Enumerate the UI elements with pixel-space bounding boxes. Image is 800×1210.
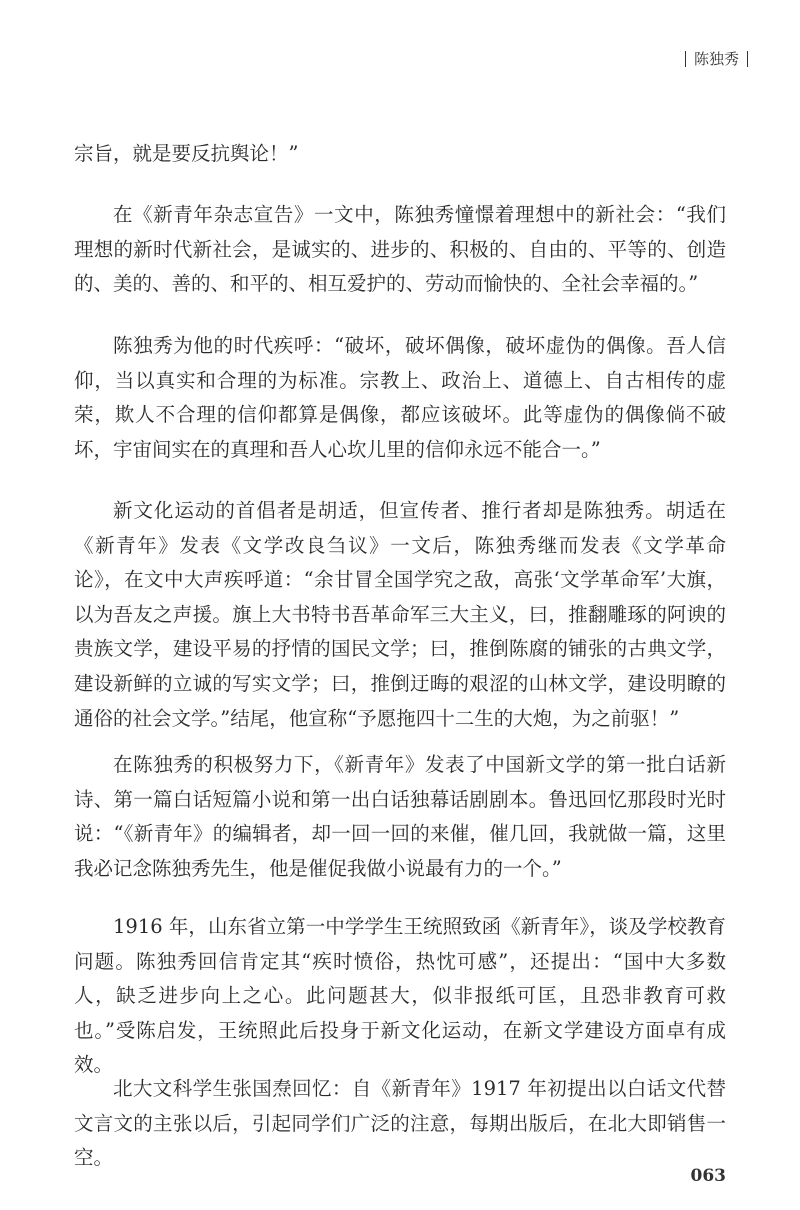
continuation-text: 宗旨，就是要反抗舆论！”	[74, 142, 299, 165]
running-head-right-rule	[747, 51, 748, 67]
running-head-left-rule	[685, 51, 686, 67]
page-number: 063	[690, 1166, 726, 1186]
paragraph-4: 在陈独秀的积极努力下，《新青年》发表了中国新文学的第一批白话新诗、第一篇白话短篇小说和第一出白话独幕话剧剧本。鲁迅回忆那段时光时说：“《新青年》的编辑者，却一回一回的来催，催几回，我就做一篇，这里我必记念陈独秀先生，他是催促我做小说最有力的一个。”	[74, 753, 726, 880]
paragraph-3: 新文化运动的首倡者是胡适，但宣传者、推行者却是陈独秀。胡适在《新青年》发表《文学改良刍议》一文后，陈独秀继而发表《文学革命论》，在文中大声疾呼道：“余甘冒全国学究之敌，高张‘文学革命军’大旗，以为吾友之声援。旗上大书特书吾革命军三大主义，曰，推翻雕琢的阿谀的贵族文学，建设平易的抒情的国民文学；曰，推倒陈腐的铺张的古典文学，建设新鲜的立诚的写实文学；曰，推倒迂晦的艰涩的山林文学，建设明瞭的通俗的社会文学。”结尾，他宣称“予愿拖四十二生的大炮，为之前驱！”	[74, 499, 726, 730]
paragraph-1: 在《新青年杂志宣告》一文中，陈独秀憧憬着理想中的新社会：“我们理想的新时代新社会，是诚实的、进步的、积极的、自由的、平等的、创造的、美的、善的、和平的、相互爱护的、劳动而愉快的、全社会幸福的。”	[74, 203, 726, 296]
paragraph-6: 北大文科学生张国焘回忆：自《新青年》1917 年初提出以白话文代替文言文的主张以后，引起同学们广泛的注意，每期出版后，在北大即销售一空。	[74, 1077, 726, 1170]
paragraph-5: 1916 年，山东省立第一中学学生王统照致函《新青年》，谈及学校教育问题。陈独秀回信肯定其“疾时愤俗，热忱可感”，还提出：“国中大多数人，缺乏进步向上之心。此问题甚大，似非报纸可匡，且恐非教育可救也。”受陈启发，王统照此后投身于新文化运动，在新文学建设方面卓有成效。	[74, 915, 726, 1077]
paragraph-2: 陈独秀为他的时代疾呼：“破坏，破坏偶像，破坏虚伪的偶像。吾人信仰，当以真实和合理的为标准。宗教上、政治上、道德上、自古相传的虚荣，欺人不合理的信仰都算是偶像，都应该破坏。此等虚伪的偶像倘不破坏，宇宙间实在的真理和吾人心坎儿里的信仰永远不能合一。”	[74, 334, 726, 461]
running-head	[677, 48, 756, 69]
running-head-title: 陈独秀	[693, 50, 739, 68]
